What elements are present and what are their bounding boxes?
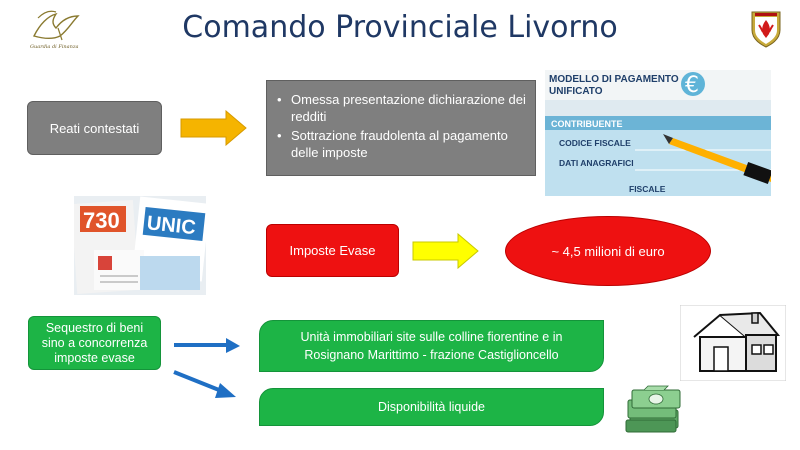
f24-contribuente: CONTRIBUENTE (551, 119, 623, 129)
sequestro-box: Sequestro di beni sino a concorrenza imposte evase (28, 316, 161, 370)
form-730-label: 730 (83, 208, 120, 233)
amount-ellipse: ~ 4,5 milioni di euro (505, 216, 711, 286)
crest-icon (750, 8, 782, 48)
tax-forms-photo (74, 196, 206, 295)
f24-codice: CODICE FISCALE (559, 138, 631, 148)
reati-contestati-box: Reati contestati (27, 101, 162, 155)
reati-item: • Sottrazione fraudolenta al pagamento delle imposte (275, 127, 527, 161)
form-unico-label: UNIC (145, 212, 197, 240)
f24-form-photo (545, 70, 771, 196)
money-icon (624, 380, 686, 436)
reati-details-box (266, 80, 536, 176)
arrow-right-yellow-icon (412, 233, 480, 269)
disponibilita-liquide-box: Disponibilità liquide (259, 388, 604, 426)
imposte-evase-box: Imposte Evase (266, 224, 399, 277)
unita-immobiliari-box: Unità immobiliari site sulle colline fiorentine e in Rosignano Marittimo - frazione Castiglioncello (259, 320, 604, 372)
f24-dati: DATI ANAGRAFICI (559, 158, 634, 168)
logo-caption: Guardia di Finanza (30, 44, 79, 50)
f24-fiscale: FISCALE (629, 184, 666, 194)
svg-text:€: € (685, 73, 699, 98)
house-icon (680, 305, 786, 381)
reati-item: • Omessa presentazione dichiarazione dei redditi (275, 91, 527, 125)
f24-line1: MODELLO DI PAGAMENTO (549, 74, 679, 85)
page-title: Comando Provinciale Livorno (182, 10, 618, 45)
arrow-right-blue-icon (172, 336, 242, 356)
arrow-diagonal-blue-icon (170, 366, 240, 402)
arrow-right-orange-icon (180, 110, 248, 146)
f24-line2: UNIFICATO (549, 86, 603, 97)
